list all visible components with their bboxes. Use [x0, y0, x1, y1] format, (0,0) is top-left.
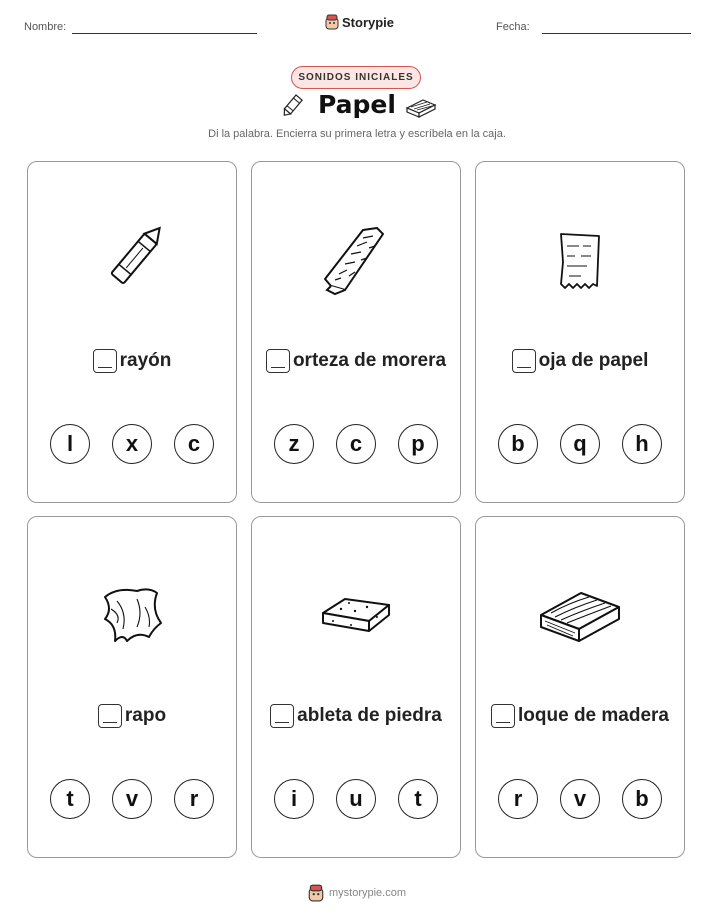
- wood-block-icon: [535, 579, 625, 654]
- letter-choice[interactable]: r: [174, 779, 214, 819]
- word-label: oja de papel: [538, 350, 649, 371]
- storypie-mascot-icon: [308, 884, 324, 902]
- word-card: [27, 516, 237, 858]
- letter-choice[interactable]: p: [398, 424, 438, 464]
- word-label: rapo: [124, 705, 167, 726]
- instructions: Di la palabra. Encierra su primera letra y escríbela en la caja.: [208, 128, 506, 140]
- crayon-icon: [87, 224, 177, 299]
- answer-box[interactable]: [93, 349, 117, 373]
- letter-choice[interactable]: b: [498, 424, 538, 464]
- word-label: orteza de morera: [292, 350, 447, 371]
- topic-badge: SONIDOS INICIALES: [291, 66, 421, 89]
- letter-choice[interactable]: l: [50, 424, 90, 464]
- word-label: loque de madera: [518, 705, 669, 726]
- letter-choice[interactable]: v: [112, 779, 152, 819]
- letter-choice[interactable]: c: [174, 424, 214, 464]
- brand-name: Storypie: [342, 14, 395, 30]
- word-card: [475, 161, 685, 503]
- answer-box[interactable]: [491, 704, 515, 728]
- letter-choice[interactable]: h: [622, 424, 662, 464]
- word-card: [251, 161, 461, 503]
- word-card: [27, 161, 237, 503]
- letter-choice[interactable]: z: [274, 424, 314, 464]
- mulberry-bark-icon: [311, 224, 401, 299]
- name-label: Nombre:: [24, 21, 67, 33]
- answer-box[interactable]: [270, 704, 294, 728]
- letter-choice[interactable]: i: [274, 779, 314, 819]
- answer-box[interactable]: [266, 349, 290, 373]
- stone-tablet-icon: [311, 579, 401, 654]
- letter-choice[interactable]: u: [336, 779, 376, 819]
- letter-choice[interactable]: q: [560, 424, 600, 464]
- letter-choice[interactable]: x: [112, 424, 152, 464]
- footer-url: mystorypie.com: [328, 887, 407, 899]
- word-card: [251, 516, 461, 858]
- wood-block-icon: [405, 96, 437, 118]
- letter-choice[interactable]: t: [50, 779, 90, 819]
- page-title: Papel: [318, 90, 396, 119]
- rag-icon: [87, 579, 177, 654]
- footer: [0, 884, 714, 902]
- paper-sheet-icon: [535, 224, 625, 299]
- name-field[interactable]: [72, 33, 257, 34]
- brand-logo: [325, 12, 394, 32]
- date-label: Fecha:: [496, 21, 530, 33]
- letter-choice[interactable]: r: [498, 779, 538, 819]
- word-card: [475, 516, 685, 858]
- letter-choice[interactable]: v: [560, 779, 600, 819]
- answer-box[interactable]: [98, 704, 122, 728]
- word-label: ableta de piedra: [297, 705, 442, 726]
- answer-box[interactable]: [512, 349, 536, 373]
- letter-choice[interactable]: b: [622, 779, 662, 819]
- storypie-mascot-icon: [325, 14, 339, 30]
- letter-choice[interactable]: c: [336, 424, 376, 464]
- worksheet-header: [0, 0, 714, 50]
- date-field[interactable]: [542, 33, 691, 34]
- word-label: rayón: [119, 350, 172, 371]
- letter-choice[interactable]: t: [398, 779, 438, 819]
